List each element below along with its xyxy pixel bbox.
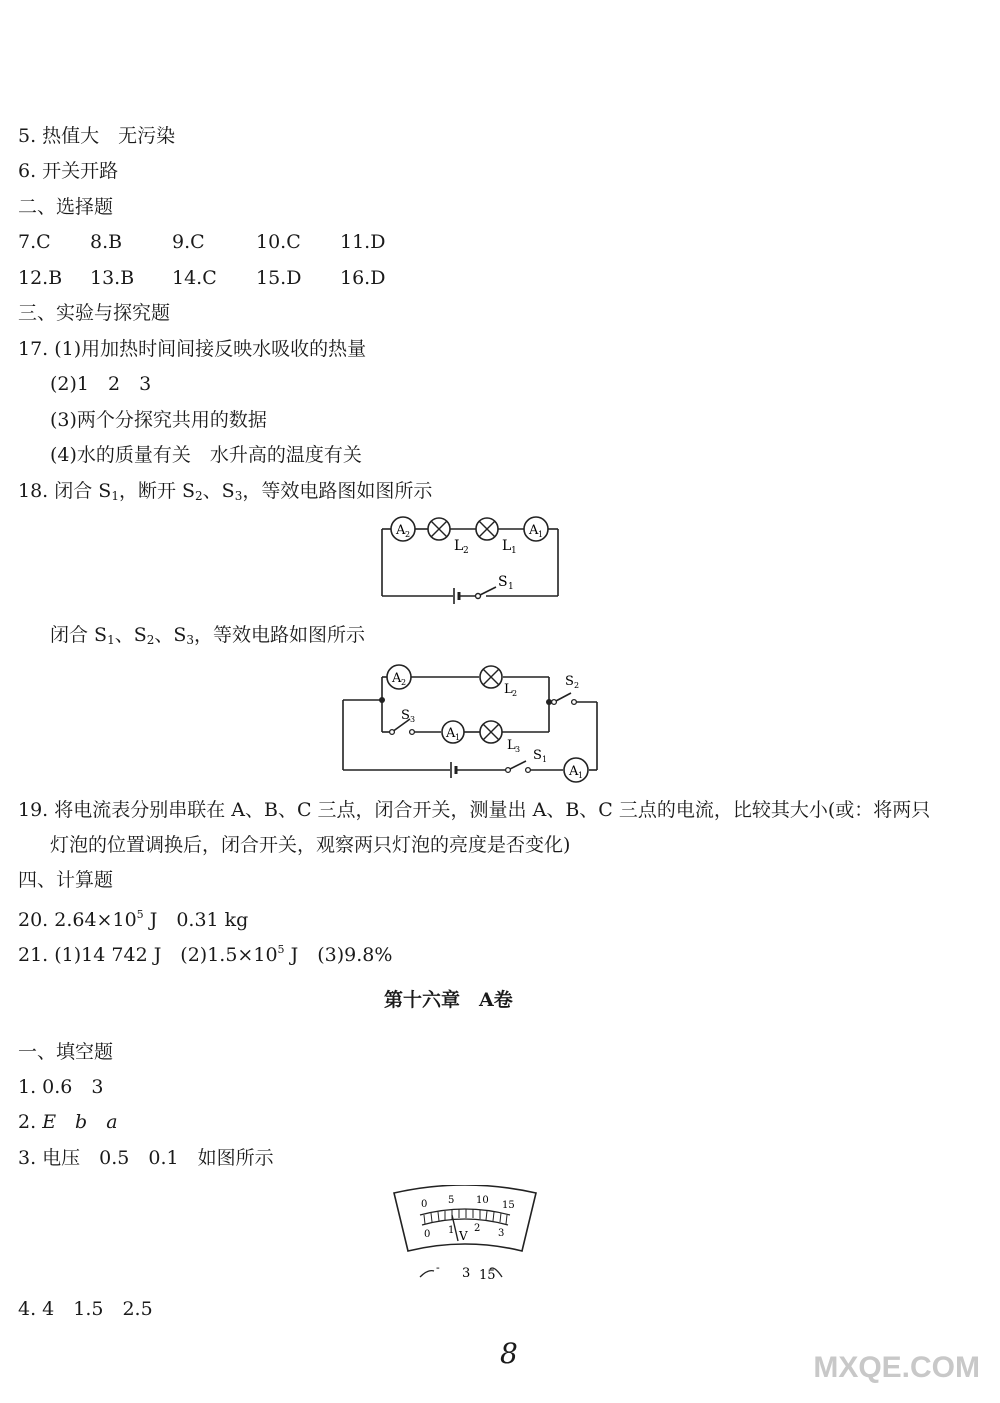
choice-answer: 8.B [90, 231, 123, 253]
answer-5: 5. 热值大 无污染 [18, 125, 176, 147]
dial-tick-label: 0 [421, 1199, 428, 1210]
answer-17-3: (3)两个分探究共用的数据 [50, 409, 267, 431]
dial-tick-label: 1 [448, 1225, 455, 1236]
superscript: 5 [277, 943, 285, 956]
subscript: 2 [195, 489, 203, 503]
junction-dot [379, 697, 385, 703]
lamp-label: L [504, 682, 513, 697]
text-fragment: 闭合 S [50, 624, 108, 646]
switch-label: S [401, 708, 410, 723]
answer-20 [18, 903, 248, 932]
dial-tick-label: 0 [424, 1229, 431, 1240]
switch-label-subscript: 1 [508, 582, 514, 592]
switch-pivot [506, 768, 511, 773]
answer-19-line-1: 19. 将电流表分别串联在 A、B、C 三点，闭合开关，测量出 A、B、C 三点的电流，比较其大小(或：将两只 [18, 799, 931, 821]
answer-18-b [50, 623, 365, 652]
bulb-icon [428, 518, 450, 540]
choice-answer: 16.D [340, 267, 386, 289]
circuit-diagram-parallel [335, 655, 615, 785]
answer-17-2: (2)1 2 3 [50, 373, 152, 395]
terminal-label: - [436, 1261, 440, 1274]
terminal-label: 15 [479, 1268, 496, 1283]
subscript: 1 [111, 489, 119, 503]
dial-tick-label: 10 [476, 1195, 489, 1206]
choice-answer: 9.C [172, 231, 205, 253]
section-heading-fill-blank: 一、填空题 [18, 1041, 114, 1063]
chapter-title: 第十六章 A卷 [384, 989, 513, 1011]
lamp-label-subscript: 1 [511, 546, 517, 556]
text-fragment: 20. 2.64×10 [18, 909, 137, 931]
text-fragment: J 0.31 kg [143, 909, 249, 931]
text-fragment: 18. 闭合 S [18, 480, 112, 502]
section-heading-experiment: 三、实验与探究题 [18, 302, 171, 324]
answer-17-1: 17. (1)用加热时间间接反映水吸收的热量 [18, 338, 367, 360]
bulb-icon [476, 518, 498, 540]
text-fragment: J (3)9.8% [284, 944, 393, 966]
ammeter-label: A [396, 523, 406, 538]
lamp-label: L [502, 538, 512, 554]
text-fragment: 、S [114, 624, 147, 646]
section-heading-choice: 二、选择题 [18, 196, 114, 218]
text-fragment: ，断开 S [118, 480, 196, 502]
switch-pivot [390, 730, 395, 735]
circuit-diagram-series [370, 508, 570, 610]
text-fragment: 、S [202, 480, 235, 502]
switch-contact [572, 700, 577, 705]
switch-label-subscript: 2 [574, 681, 580, 690]
subscript: 2 [146, 633, 155, 647]
lamp-label: L [454, 538, 464, 554]
dial-tick-label: 3 [498, 1228, 505, 1239]
choice-answer: 7.C [18, 231, 51, 253]
subscript: 1 [107, 633, 115, 647]
wire-icon [420, 1271, 434, 1277]
bulb-icon [480, 721, 502, 743]
superscript: 5 [136, 908, 144, 921]
answer-4: 4. 4 1.5 2.5 [18, 1298, 153, 1320]
dial-tick-label: 15 [502, 1200, 515, 1211]
dial-unit-label: V [459, 1229, 468, 1243]
answer-3: 3. 电压 0.5 0.1 如图所示 [18, 1147, 274, 1169]
terminal-label: 3 [462, 1266, 471, 1281]
answer-21 [18, 938, 392, 967]
switch-label: S [565, 674, 574, 689]
lamp-label: L [507, 738, 516, 753]
switch-pivot [476, 594, 481, 599]
switch-pivot [552, 700, 557, 705]
answer-19-line-2: 灯泡的位置调换后，闭合开关，观察两只灯泡的亮度是否变化) [50, 834, 571, 856]
text-fragment: 2. [18, 1111, 37, 1133]
answer-18-a [18, 479, 432, 508]
watermark: MXQE.COM [813, 1351, 980, 1384]
lamp-label-subscript: 2 [512, 689, 518, 698]
choice-answer: 11.D [340, 231, 386, 253]
answer-1: 1. 0.6 3 [18, 1076, 104, 1098]
switch-label-subscript: 3 [410, 715, 416, 724]
answer-6: 6. 开关开路 [18, 160, 119, 182]
choice-answer: 12.B [18, 267, 63, 289]
subscript: 3 [186, 633, 195, 647]
italic-values: E b a [42, 1111, 118, 1133]
ammeter-label-subscript: 1 [455, 733, 461, 742]
subscript: 3 [234, 489, 243, 503]
switch-label-subscript: 1 [542, 755, 548, 764]
ammeter-label: A [446, 726, 456, 741]
ammeter-label-subscript: 1 [578, 771, 584, 780]
text-fragment: ，等效电路图如图所示 [242, 480, 433, 502]
switch-label: S [498, 574, 508, 590]
switch-label: S [533, 748, 542, 763]
voltmeter-dial [390, 1185, 540, 1290]
choice-answer: 15.D [256, 267, 302, 289]
lamp-label-subscript: 2 [463, 546, 469, 556]
ammeter-label: A [392, 671, 402, 686]
ammeter-label-subscript: 1 [538, 530, 544, 539]
switch-contact [410, 730, 415, 735]
ammeter-label-subscript: 2 [401, 678, 407, 687]
switch-contact [526, 768, 531, 773]
section-heading-calculation: 四、计算题 [18, 869, 114, 891]
ammeter-label: A [569, 764, 579, 779]
ammeter-label-subscript: 2 [405, 530, 411, 539]
dial-tick-label: 2 [474, 1223, 481, 1234]
lamp-label-subscript: 3 [515, 745, 521, 754]
text-fragment: ，等效电路如图所示 [194, 624, 366, 646]
text-fragment: 21. (1)14 742 J (2)1.5×10 [18, 944, 278, 966]
dial-tick-label: 5 [448, 1195, 455, 1206]
ammeter-label: A [529, 523, 539, 538]
text-fragment: 、S [154, 624, 187, 646]
choice-answer: 10.C [256, 231, 301, 253]
choice-answer: 13.B [90, 267, 135, 289]
page-number: 8 [500, 1337, 518, 1370]
bulb-icon [480, 666, 502, 688]
answer-2 [18, 1110, 118, 1134]
answer-17-4: (4)水的质量有关 水升高的温度有关 [50, 444, 362, 466]
choice-answer: 14.C [172, 267, 217, 289]
